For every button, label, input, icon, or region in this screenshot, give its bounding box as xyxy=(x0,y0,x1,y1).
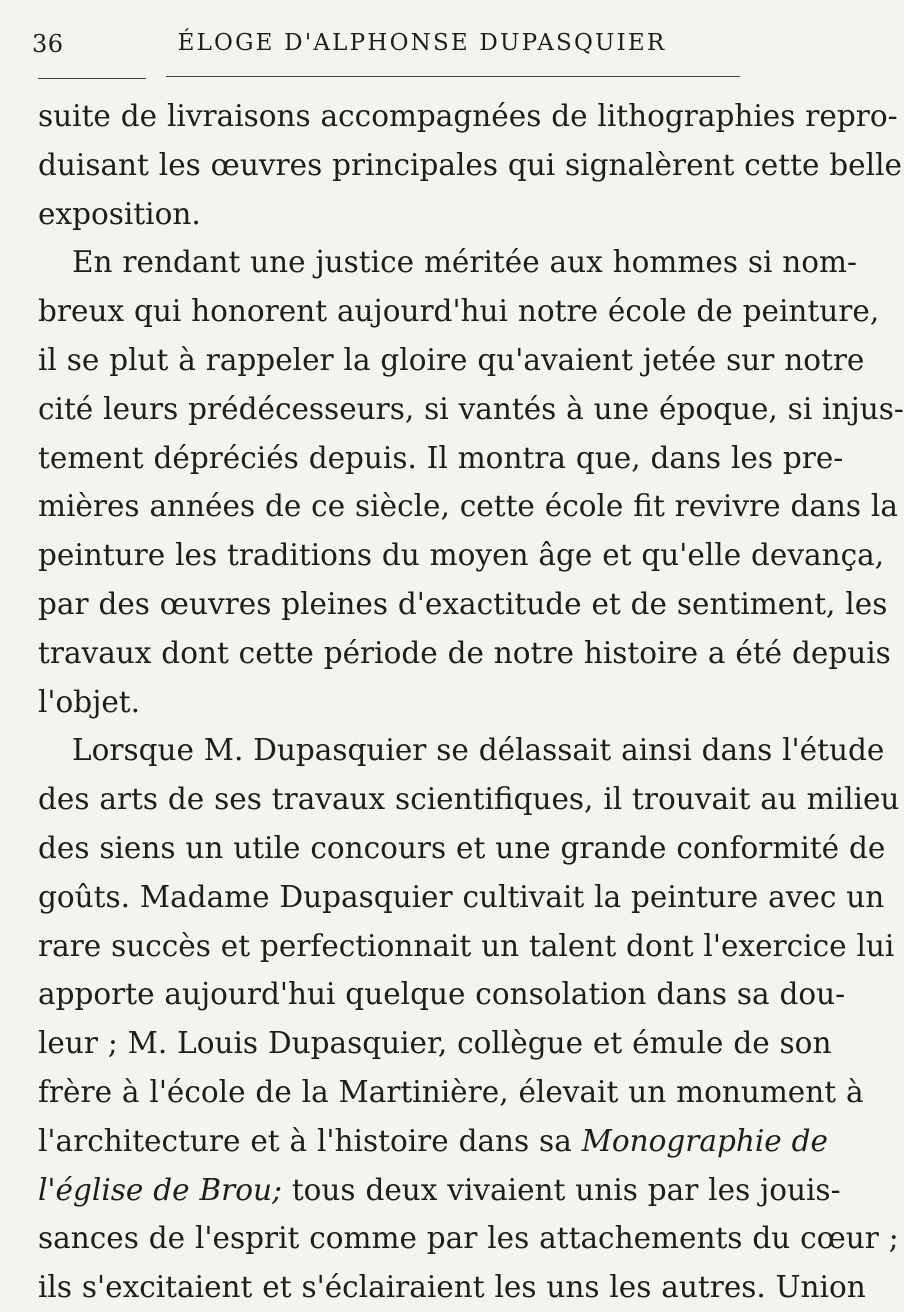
text-segment: En rendant une justice méritée aux hommes si nom- xyxy=(72,245,857,280)
text-line xyxy=(38,1117,828,1166)
text-line xyxy=(38,1263,866,1312)
text-segment: frère à l'école de la Martinière, élevait un monument à xyxy=(38,1074,864,1109)
text-segment: tement dépréciés depuis. Il montra que, dans les pre- xyxy=(38,440,844,475)
text-segment: des siens un utile concours et une grande conformité de xyxy=(38,830,886,865)
italic-text: l'église de Brou; xyxy=(38,1172,282,1207)
text-line xyxy=(38,1019,832,1068)
text-line xyxy=(38,678,764,727)
text-line xyxy=(38,629,891,678)
page-number: 36 xyxy=(32,30,64,58)
text-segment: exposition. xyxy=(38,196,201,231)
text-segment: tous deux vivaient unis par les jouis- xyxy=(281,1172,841,1207)
text-line xyxy=(38,482,898,531)
text-segment: goûts. Madame Dupasquier cultivait la peinture avec un xyxy=(38,879,885,914)
text-line xyxy=(38,434,844,483)
text-segment: par des œuvres pleines d'exactitude et de sentiment, les xyxy=(38,586,888,621)
header-rule-left xyxy=(38,78,146,79)
body-text xyxy=(38,92,904,1312)
text-line xyxy=(38,385,904,434)
text-segment: duisant les œuvres principales qui signalèrent cette belle xyxy=(38,147,902,182)
italic-text: Monographie de xyxy=(581,1123,828,1158)
running-title: ÉLOGE D'ALPHONSE DUPASQUIER xyxy=(177,30,667,56)
text-line xyxy=(38,970,846,1019)
text-segment: suite de livraisons accompagnées de lithographies repro- xyxy=(38,99,898,133)
text-line xyxy=(38,922,895,971)
text-line xyxy=(38,726,885,775)
text-segment: apporte aujourd'hui quelque consolation dans sa dou- xyxy=(38,977,846,1012)
text-segment: travaux dont cette période de notre histoire a été depuis xyxy=(38,635,891,670)
text-line xyxy=(38,92,898,141)
text-line xyxy=(38,580,888,629)
text-line xyxy=(38,141,902,190)
text-segment: mières années de ce siècle, cette école fit revivre dans la xyxy=(38,489,898,524)
text-line xyxy=(38,287,880,336)
text-line xyxy=(38,238,857,287)
text-segment: rare succès et perfectionnait un talent dont l'exercice lui xyxy=(38,928,895,963)
text-line xyxy=(38,873,885,922)
text-line xyxy=(38,336,865,385)
text-segment: l'architecture et à l'histoire dans sa xyxy=(38,1123,582,1158)
text-line xyxy=(38,824,886,873)
text-segment: il se plut à rappeler la gloire qu'avaient jetée sur notre xyxy=(38,342,865,377)
text-line xyxy=(38,531,885,580)
text-segment: sances de l'esprit comme par les attachements du cœur ; xyxy=(38,1221,899,1256)
text-segment: l'objet. xyxy=(38,684,141,719)
text-segment: breux qui honorent aujourd'hui notre école de peinture, xyxy=(38,294,880,329)
text-segment: cité leurs prédécesseurs, si vantés à une époque, si injus- xyxy=(38,391,904,426)
text-line xyxy=(38,1166,841,1215)
text-segment: leur ; M. Louis Dupasquier, collègue et émule de son xyxy=(38,1026,832,1061)
text-segment: Lorsque M. Dupasquier se délassait ainsi dans l'étude xyxy=(72,733,885,768)
text-segment: des arts de ses travaux scientifiques, il trouvait au milieu xyxy=(38,782,900,817)
text-line xyxy=(38,1068,864,1117)
text-line xyxy=(38,775,900,824)
text-line xyxy=(38,1214,899,1263)
text-segment: peinture les traditions du moyen âge et qu'elle devança, xyxy=(38,538,885,573)
header-rule-right xyxy=(166,76,740,77)
text-segment: ils s'excitaient et s'éclairaient les uns les autres. Union xyxy=(38,1270,866,1305)
text-line xyxy=(38,190,764,239)
page-header xyxy=(32,30,760,60)
